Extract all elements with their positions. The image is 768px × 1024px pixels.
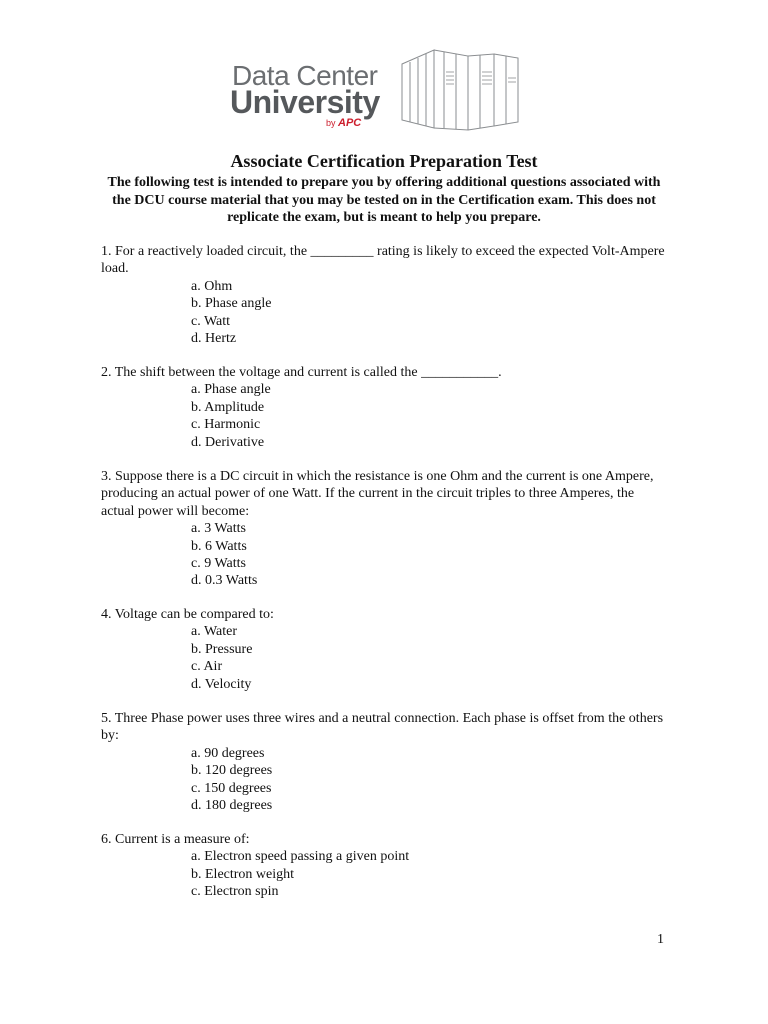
option: c. Harmonic <box>191 417 261 433</box>
option: a. Phase angle <box>191 382 271 398</box>
question-6 <box>101 831 671 901</box>
option: c. Air <box>191 659 223 675</box>
option: d. Hertz <box>191 331 237 347</box>
question-text: 1. For a reactively loaded circuit, the _________ rating is likely to exceed the expected Volt-Ampere load. <box>101 244 665 277</box>
logo-by: by <box>326 118 336 128</box>
option: a. Water <box>191 624 238 640</box>
option: a. Electron speed passing a given point <box>191 849 410 865</box>
logo <box>230 40 540 132</box>
question-text: 6. Current is a measure of: <box>101 832 250 847</box>
logo-brand: APC <box>338 117 362 129</box>
options <box>101 848 671 900</box>
option: c. Watt <box>191 313 231 329</box>
question-text: 4. Voltage can be compared to: <box>101 607 274 622</box>
options <box>101 278 671 348</box>
option: b. 6 Watts <box>191 538 247 554</box>
logo-line2: University <box>230 84 380 120</box>
question-text: 3. Suppose there is a DC circuit in which the resistance is one Ohm and the current is one Ampere, producing an actual power of one Watt. If the current in the circuit triples to three Amperes, the actual power will become: <box>101 469 654 519</box>
option: b. Pressure <box>191 641 253 657</box>
option: d. 0.3 Watts <box>191 573 258 589</box>
option: d. Velocity <box>191 676 252 692</box>
server-rack-icon <box>398 42 538 132</box>
question-4 <box>101 606 671 693</box>
option: c. Electron spin <box>191 884 279 900</box>
option: d. 180 degrees <box>191 798 273 814</box>
options <box>101 520 671 590</box>
question-1 <box>101 243 671 347</box>
logo-line1: Data Center <box>232 60 378 91</box>
intro-text: The following test is intended to prepare you by offering additional questions associated with the DCU course material that you may be tested on in the Certification exam. This does not replicate the exam, but is meant to help you prepare. <box>107 175 661 225</box>
page-number: 1 <box>657 932 664 947</box>
question-5 <box>101 710 671 814</box>
option: b. Electron weight <box>191 866 295 882</box>
option: b. Phase angle <box>191 296 272 312</box>
option: c. 150 degrees <box>191 780 272 796</box>
question-text: 5. Three Phase power uses three wires and a neutral connection. Each phase is offset from the others by: <box>101 711 664 744</box>
logo-byline <box>326 118 361 128</box>
page-title: Associate Certification Preparation Test <box>230 151 538 171</box>
options <box>101 381 671 451</box>
option: c. 9 Watts <box>191 556 246 572</box>
question-text: 2. The shift between the voltage and current is called the ___________. <box>101 365 502 380</box>
option: d. Derivative <box>191 434 265 450</box>
option: a. Ohm <box>191 278 233 294</box>
option: b. Amplitude <box>191 399 265 415</box>
option: a. 90 degrees <box>191 745 265 761</box>
option: a. 3 Watts <box>191 521 246 537</box>
options <box>101 745 671 815</box>
question-3 <box>101 468 671 590</box>
option: b. 120 degrees <box>191 763 273 779</box>
question-2 <box>101 364 671 451</box>
options <box>101 623 671 693</box>
